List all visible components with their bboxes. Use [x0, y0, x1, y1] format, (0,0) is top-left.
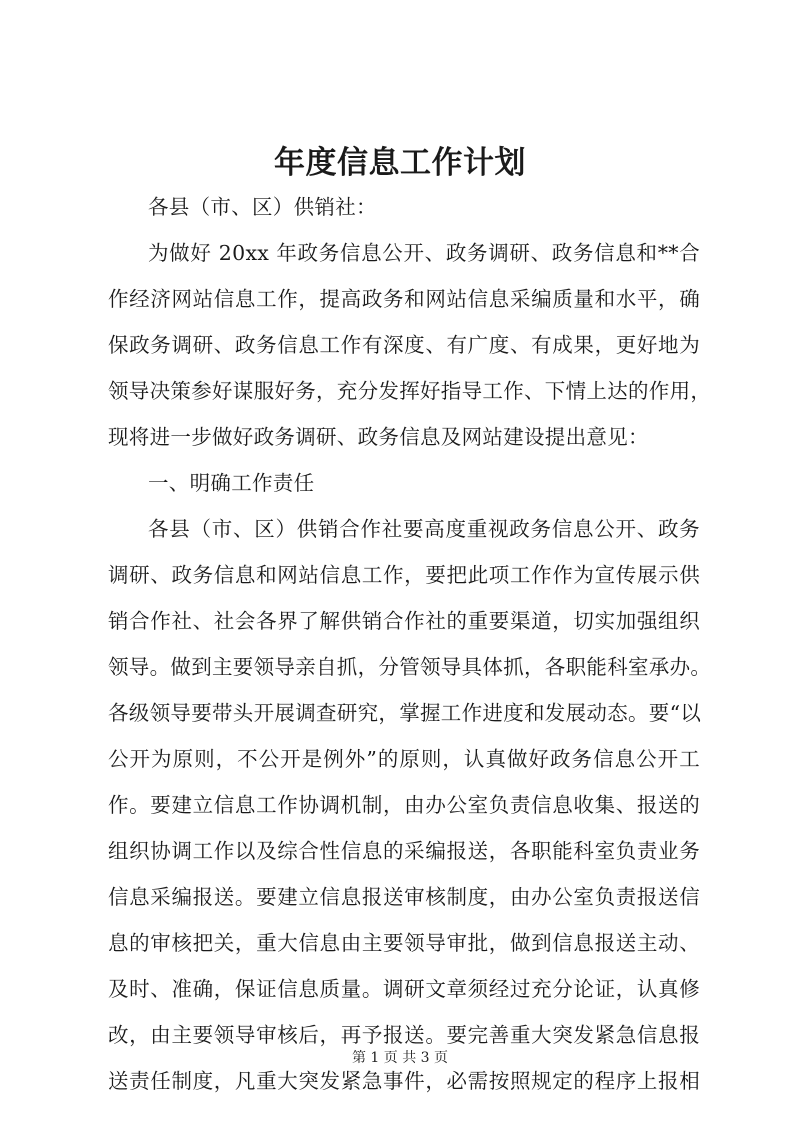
document-title: 年度信息工作计划: [274, 145, 526, 181]
paragraph-line: 改，由主要领导审核后，再予报送。要完善重大突发紧急信息报: [108, 1023, 700, 1047]
document-body: [108, 184, 712, 1104]
paragraph-line: 销合作社、社会各界了解供销合作社的重要渠道，切实加强组织: [108, 609, 700, 633]
page-number-footer: 第 1 页 共 3 页: [351, 1050, 449, 1066]
paragraph-line: 及时、准确，保证信息质量。调研文章须经过充分论证，认真修: [108, 977, 700, 1001]
salutation-line: 各县（市、区）供销社：: [148, 195, 377, 219]
paragraph-line: 信息采编报送。要建立信息报送审核制度，由办公室负责报送信: [108, 885, 700, 909]
paragraph-line: 作经济网站信息工作，提高政务和网站信息采编质量和水平，确: [108, 287, 700, 311]
paragraph-line: 保政务调研、政务信息工作有深度、有广度、有成果，更好地为: [108, 333, 700, 357]
paragraph-line: 各县（市、区）供销合作社要高度重视政务信息公开、政务: [148, 517, 700, 541]
paragraph-line: 领导。做到主要领导亲自抓，分管领导具体抓，各职能科室承办。: [108, 655, 712, 679]
section-heading: 一、明确工作责任: [148, 471, 315, 495]
paragraph-line: 送责任制度，凡重大突发紧急事件，必需按照规定的程序上报相: [108, 1069, 700, 1093]
paragraph-line: 领导决策参好谋服好务，充分发挥好指导工作、下情上达的作用，: [108, 379, 712, 403]
paragraph-line: 为做好 20xx 年政务信息公开、政务调研、政务信息和**合: [148, 241, 700, 265]
paragraph-line: 各级领导要带头开展调查研究，掌握工作进度和发展动态。要“以: [108, 701, 702, 725]
paragraph-line: 组织协调工作以及综合性信息的采编报送，各职能科室负责业务: [108, 839, 700, 863]
paragraph-line: 调研、政务信息和网站信息工作，要把此项工作作为宣传展示供: [108, 563, 700, 587]
paragraph-line: 现将进一步做好政务调研、政务信息及网站建设提出意见：: [108, 425, 649, 449]
paragraph-line: 息的审核把关，重大信息由主要领导审批，做到信息报送主动、: [108, 931, 700, 955]
paragraph-line: 作。要建立信息工作协调机制，由办公室负责信息收集、报送的: [108, 793, 700, 817]
paragraph-line: 公开为原则，不公开是例外”的原则，认真做好政务信息公开工: [108, 747, 700, 771]
